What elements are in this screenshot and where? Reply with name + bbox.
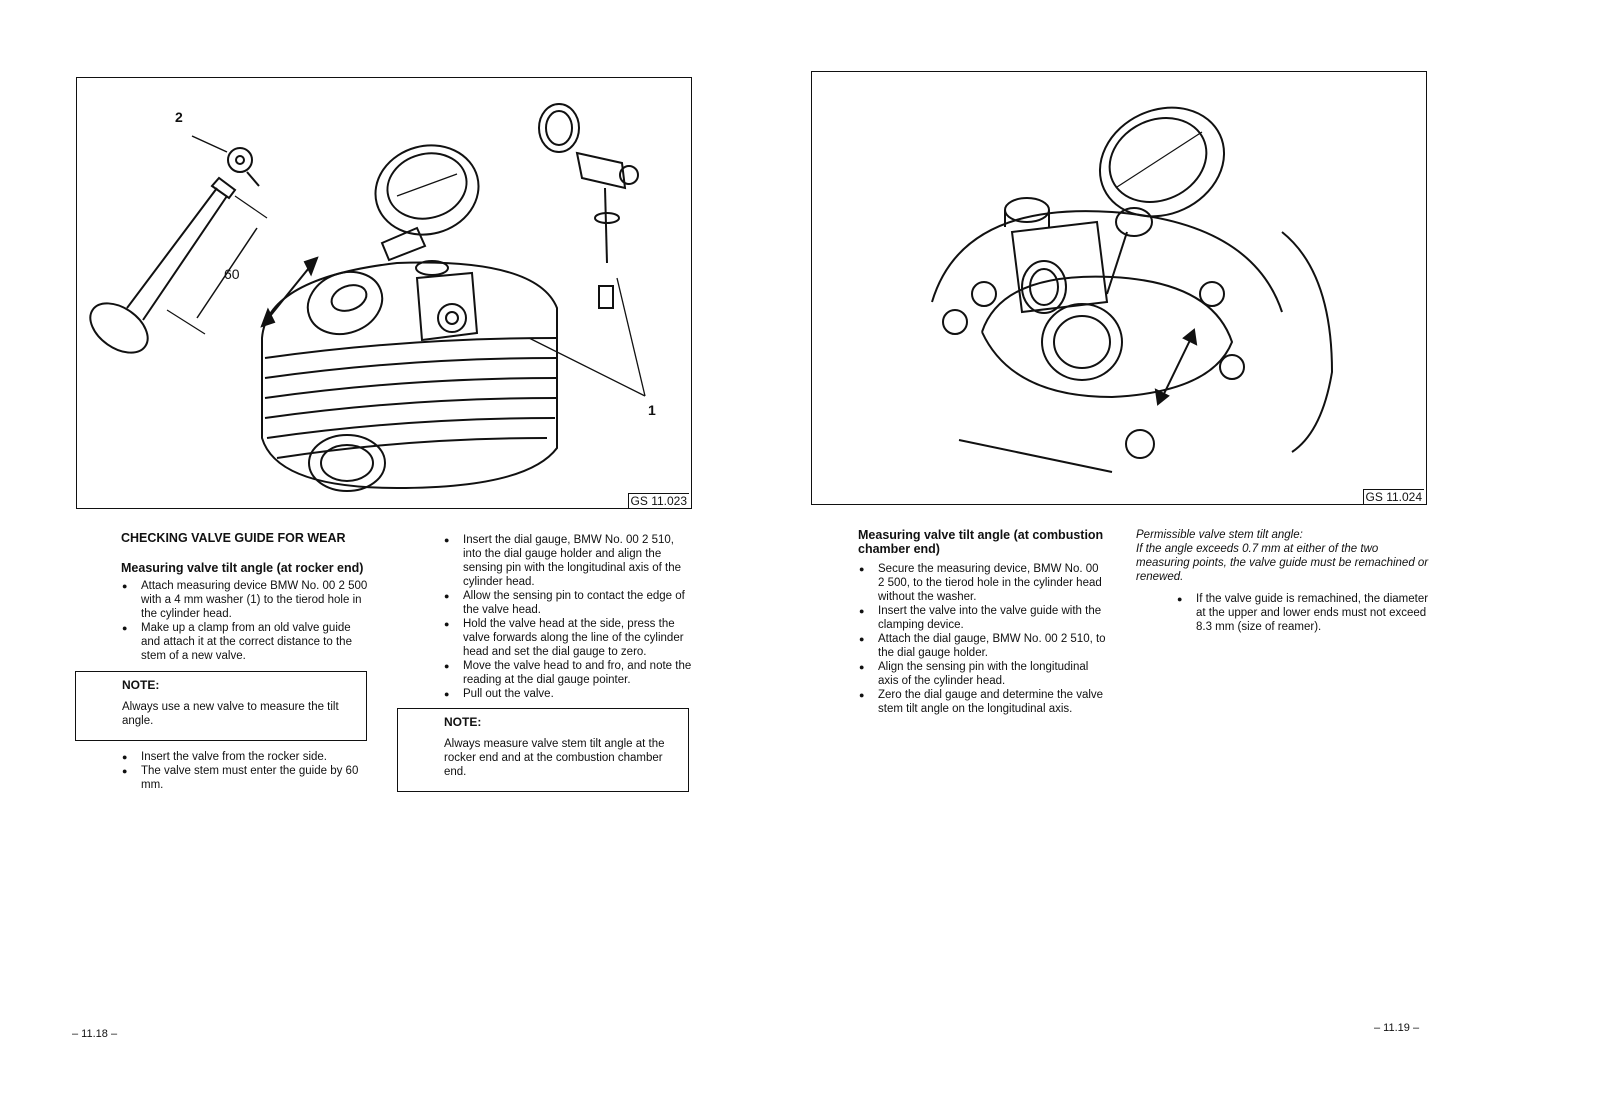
callout-2: 2	[175, 109, 183, 125]
bullet-list-b	[121, 750, 371, 792]
list-item: ● Hold the valve head at the side, press the valve forwards along the line of the cylinder head and set the dial gauge to zero.	[443, 617, 693, 659]
figure-code: GS 11.024	[1363, 489, 1424, 504]
dimension-label: 60	[224, 266, 240, 282]
subheading-rocker-end: Measuring valve tilt angle (at rocker end)	[121, 561, 364, 575]
list-item: ● If the valve guide is remachined, the diameter at the upper and lower ends must not exceed 8.3 mm (size of reamer).	[1176, 592, 1431, 634]
list-item: ● Make up a clamp from an old valve guide and attach it at the correct distance to the stem of a new valve.	[121, 621, 371, 663]
list-item: ● Pull out the valve.	[443, 687, 693, 701]
bullet-list-right-b	[1176, 592, 1431, 634]
section-heading: CHECKING VALVE GUIDE FOR WEAR	[121, 531, 346, 545]
left-column-2	[443, 533, 693, 701]
note-title: NOTE:	[444, 715, 482, 729]
list-item: ● Insert the dial gauge, BMW No. 00 2 510, into the dial gauge holder and align the sensing pin with the longitudinal axis of the cylinder head.	[443, 533, 693, 589]
page-number-right: – 11.19 –	[1374, 1022, 1420, 1034]
figure-valve-tilt-rocker-end	[76, 77, 692, 509]
list-item: ● Insert the valve from the rocker side.	[121, 750, 371, 764]
page-number-left: – 11.18 –	[72, 1028, 118, 1040]
note-text: Always use a new valve to measure the tilt angle.	[122, 701, 339, 727]
list-item: ● Zero the dial gauge and determine the valve stem tilt angle on the longitudinal axis.	[858, 688, 1108, 716]
note-title: NOTE:	[122, 678, 160, 692]
valve-tilt-combustion-illustration	[812, 72, 1426, 504]
figure-code: GS 11.023	[628, 493, 689, 508]
list-item: ● Allow the sensing pin to contact the edge of the valve head.	[443, 589, 693, 617]
figure-valve-tilt-combustion-end	[811, 71, 1427, 505]
bullet-list-right-a	[858, 562, 1108, 716]
right-column-1	[858, 528, 1108, 716]
tolerance-text: If the angle exceeds 0.7 mm at either of the two measuring points, the valve guide must be remachined or renewed.	[1136, 543, 1429, 583]
bullet-list-a	[121, 579, 371, 663]
callout-1: 1	[648, 402, 656, 418]
list-item: ● Insert the valve into the valve guide with the clamping device.	[858, 604, 1108, 632]
bullet-list-c	[443, 533, 693, 701]
list-item: ● The valve stem must enter the guide by 60 mm.	[121, 764, 371, 792]
note-box-1	[75, 671, 367, 741]
left-column-1	[121, 531, 371, 663]
note-text: Always measure valve stem tilt angle at the rocker end and at the combustion chamber end.	[444, 738, 665, 778]
list-item: ● Align the sensing pin with the longitudinal axis of the cylinder head.	[858, 660, 1108, 688]
left-column-1-lower	[121, 750, 371, 792]
list-item: ● Attach measuring device BMW No. 00 2 500 with a 4 mm washer (1) to the tierod hole in the cylinder head.	[121, 579, 371, 621]
list-item: ● Secure the measuring device, BMW No. 00 2 500, to the tierod hole in the cylinder head without the washer.	[858, 562, 1108, 604]
tolerance-title: Permissible valve stem tilt angle:	[1136, 529, 1303, 541]
subheading-combustion-end: Measuring valve tilt angle (at combustion chamber end)	[858, 528, 1104, 556]
note-box-2	[397, 708, 689, 792]
list-item: ● Attach the dial gauge, BMW No. 00 2 510, to the dial gauge holder.	[858, 632, 1108, 660]
list-item: ● Move the valve head to and fro, and note the reading at the dial gauge pointer.	[443, 659, 693, 687]
right-column-2	[1136, 528, 1431, 634]
valve-tilt-rocker-illustration	[77, 78, 691, 508]
